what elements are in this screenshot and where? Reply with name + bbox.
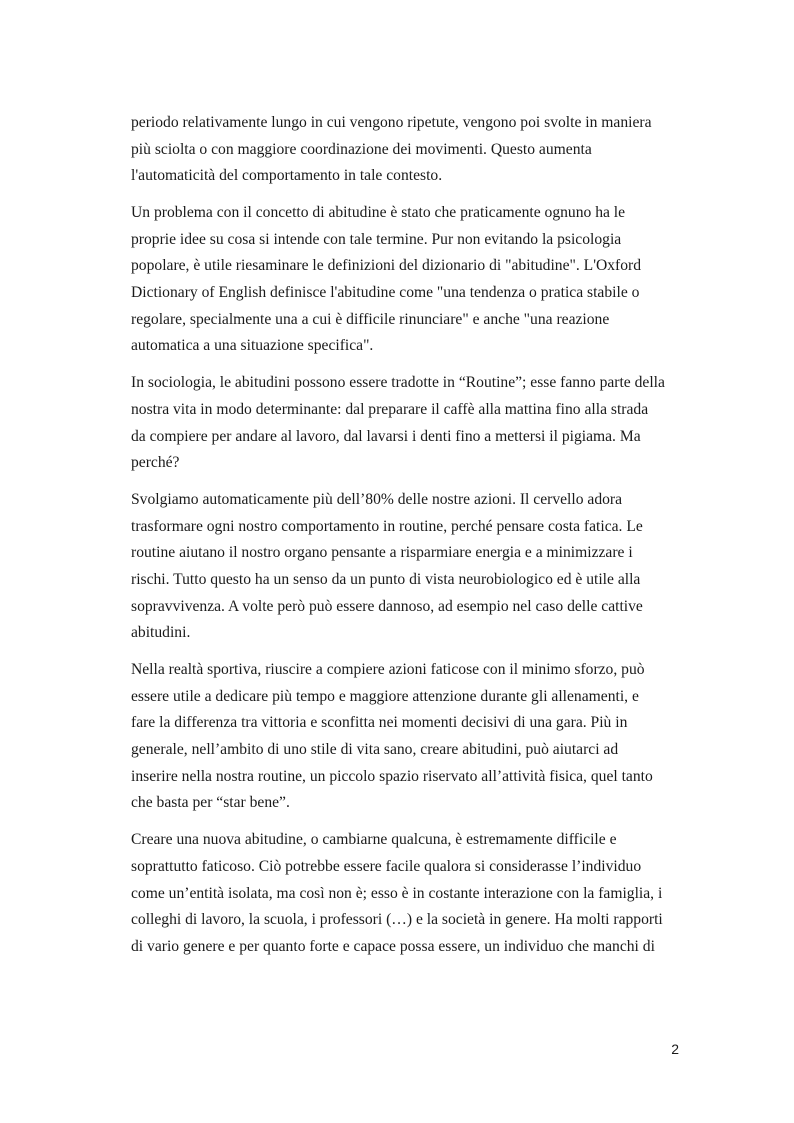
text-line: Nella realtà sportiva, riuscire a compiere azioni faticose con il minimo sforzo, può [131,661,645,679]
text-line: periodo relativamente lungo in cui vengono ripetute, vengono poi svolte in maniera [131,114,652,131]
paragraph-6 [131,827,691,960]
text-line: trasformare ogni nostro comportamento in routine, perché pensare costa fatica. Le [131,517,643,535]
paragraph-2 [131,200,691,360]
text-line: proprie idee su cosa si intende con tale termine. Pur non evitando la psicologia [131,230,622,248]
text-line: soprattutto faticoso. Ciò potrebbe essere facile qualora si considerasse l’individuo [131,857,642,875]
text-line: routine aiutano il nostro organo pensante a risparmiare energia e a minimizzare i [131,544,633,562]
text-line: Svolgiamo automaticamente più dell’80% delle nostre azioni. Il cervello adora [131,491,623,509]
text-line: rischi. Tutto questo ha un senso da un punto di vista neurobiologico ed è utile alla [131,571,641,588]
text-line: più sciolta o con maggiore coordinazione dei movimenti. Questo aumenta [131,140,592,158]
text-line: popolare, è utile riesaminare le definizioni del dizionario di "abitudine". L'Oxford [131,257,642,275]
text-line: Dictionary of English definisce l'abitudine come "una tendenza o pratica stabile o [131,284,640,302]
paragraph-4 [131,487,691,647]
text-line: l'automaticità del comportamento in tale contesto. [131,167,443,185]
page-number: 2 [671,1041,679,1057]
text-line: di vario genere e per quanto forte e capace possa essere, un individuo che manchi di [131,937,655,955]
text-line: inserire nella nostra routine, un piccolo spazio riservato all’attività fisica, quel tanto [131,767,653,785]
paragraph-1 [131,110,691,190]
text-line: come un’entità isolata, ma così non è; esso è in costante interazione con la famiglia, i [131,884,663,902]
text-line: sopravvivenza. A volte però può essere dannoso, ad esempio nel caso delle cattive [131,597,643,615]
text-line: regolare, specialmente una a cui è difficile rinunciare" e anche "una reazione [131,310,610,328]
text-line: che basta per “star bene”. [131,794,290,812]
text-line: perché? [131,454,180,472]
text-line: Un problema con il concetto di abitudine è stato che praticamente ognuno ha le [131,204,626,222]
text-line: essere utile a dedicare più tempo e maggiore attenzione durante gli allenamenti, e [131,687,639,705]
text-line: nostra vita in modo determinante: dal preparare il caffè alla mattina fino alla strada [131,400,649,418]
body-text [131,110,691,971]
text-line: da compiere per andare al lavoro, dal lavarsi i denti fino a mettersi il pigiama. Ma [131,427,641,445]
paragraph-3 [131,370,691,476]
text-line: colleghi di lavoro, la scuola, i professori (…) e la società in genere. Ha molti rapporti [131,911,663,929]
text-line: automatica a una situazione specifica". [131,337,374,355]
text-line: abitudini. [131,624,191,642]
paragraph-5 [131,657,691,817]
text-line: In sociologia, le abitudini possono essere tradotte in “Routine”; esse fanno parte della [131,374,665,392]
text-line: generale, nell’ambito di uno stile di vita sano, creare abitudini, può aiutarci ad [131,741,619,759]
text-line: Creare una nuova abitudine, o cambiarne qualcuna, è estremamente difficile e [131,831,617,849]
text-line: fare la differenza tra vittoria e sconfitta nei momenti decisivi di una gara. Più in [131,714,628,732]
